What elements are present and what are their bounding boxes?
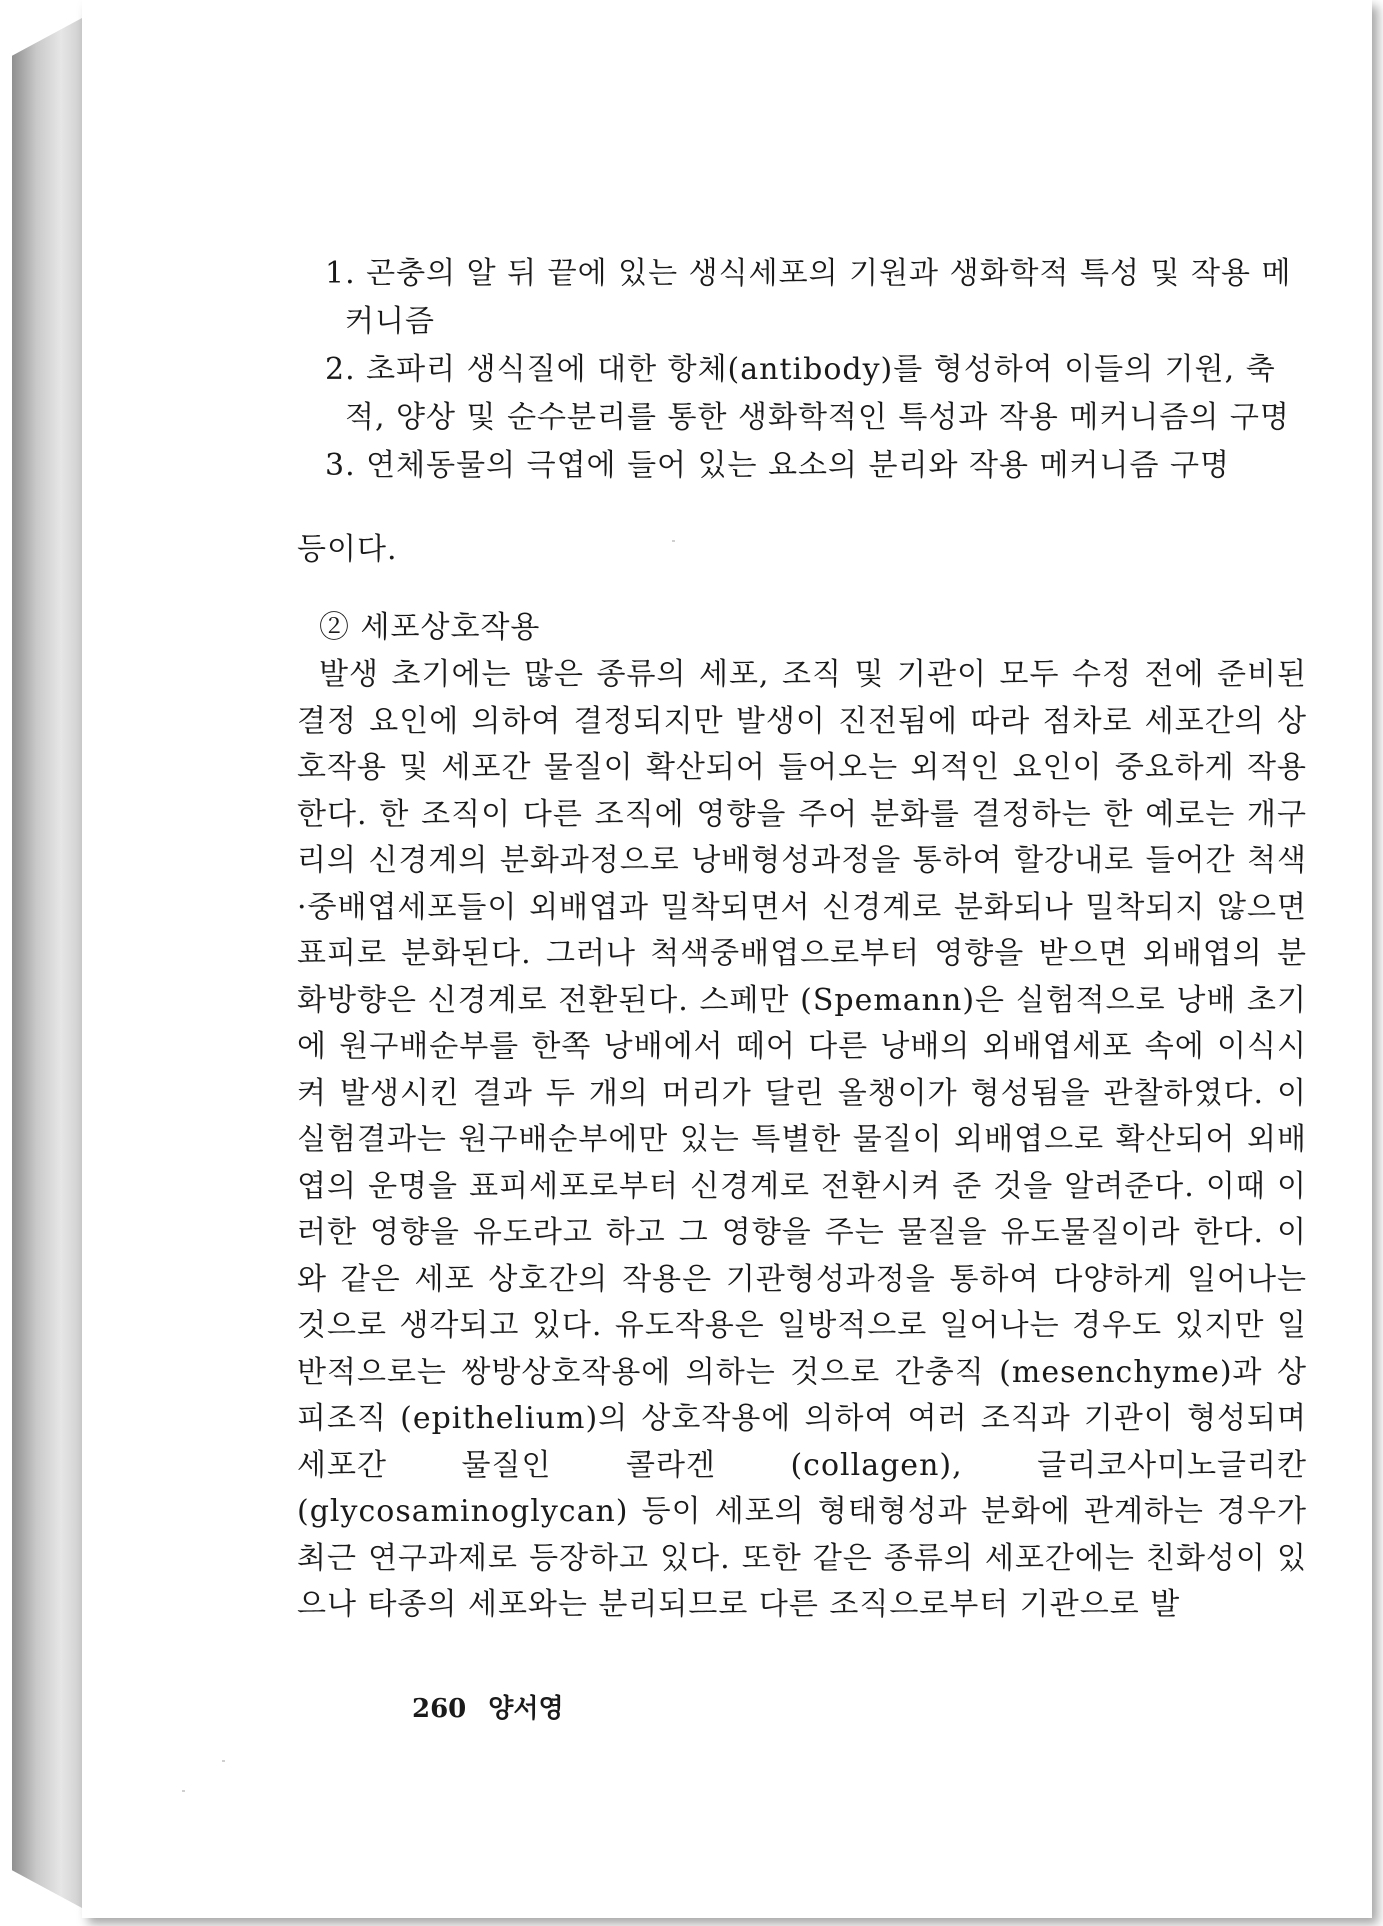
book-spine <box>12 18 82 1908</box>
page-footer <box>412 1688 586 1725</box>
book-page <box>82 0 1372 1918</box>
list-continuation: 등이다. <box>297 532 398 567</box>
running-author: 양서영 <box>488 1694 564 1724</box>
scan-speck <box>182 1790 185 1792</box>
section-heading: ② 세포상호작용 <box>319 610 541 645</box>
numbered-list <box>297 250 1307 490</box>
list-item: 1. 곤충의 알 뒤 끝에 있는 생식세포의 기원과 생화학적 특성 및 작용 메커니즘 <box>325 256 1292 339</box>
list-item: 3. 연체동물의 극엽에 들어 있는 요소의 분리와 작용 메커니즘 구명 <box>325 448 1230 483</box>
list-item: 2. 초파리 생식질에 대한 항체(antibody)를 형성하여 이들의 기원, 축적, 양상 및 순수분리를 통한 생화학적인 특성과 작용 메커니즘의 구명 <box>325 352 1290 435</box>
scan-speck <box>222 1760 225 1762</box>
body-paragraph: 발생 초기에는 많은 종류의 세포, 조직 및 기관이 모두 수정 전에 준비된 결정 요인에 의하여 결정되지만 발생이 진전됨에 따라 점차로 세포간의 상호작용 및 세포간 물질이 확산되어 들어오는 외적인 요인이 중요하게 작용한다. 한 조직이 다른 조직에 영향을 주어 분화를 결정하는 한 예로는 개구리의 신경계의 분화과정으로 낭배형성과정을 통하여 할강내로 들어간 척색·중배엽세포들이 외배엽과 밀착되면서 신경계로 분화되나 밀착되지 않으면 표피로 분화된다. 그러나 척색중배엽으로부터 영향을 받으면 외배엽의 분화방향은 신경계로 전환된다. 스페만 (Spemann)은 실험적으로 낭배 초기에 원구배순부를 한쪽 낭배에서 떼어 다른 낭배의 외배엽세포 속에 이식시켜 발생시킨 결과 두 개의 머리가 달린 올챙이가 형성됨을 관찰하였다. 이 실험결과는 원구배순부에만 있는 특별한 물질이 외배엽으로 확산되어 외배엽의 운명을 표피세포로부터 신경계로 전환시켜 준 것을 알려준다. 이때 이러한 영향을 유도라고 하고 그 영향을 주는 물질을 유도물질이라 한다. 이와 같은 세포 상호간의 작용은 기관형성과정을 통하여 다양하게 일어나는 것으로 생각되고 있다. 유도작용은 일방적으로 일어나는 경우도 있지만 일반적으로는 쌍방상호작용에 의하는 것으로 간충직 (mesenchyme)과 상피조직 (epithelium)의 상호작용에 의하여 여러 조직과 기관이 형성되며 세포간 물질인 콜라겐 (collagen), 글리코사미노글리칸 (glycosaminoglycan) 등이 세포의 형태형성과 분화에 관계하는 경우가 최근 연구과제로 등장하고 있다. 또한 같은 종류의 세포간에는 친화성이 있으나 타종의 세포와는 분리되므로 다른 조직으로부터 기관으로 발 <box>297 657 1307 1622</box>
scan-speck <box>672 540 675 542</box>
page-number: 260 <box>412 1694 467 1724</box>
page-content <box>297 250 1307 1629</box>
